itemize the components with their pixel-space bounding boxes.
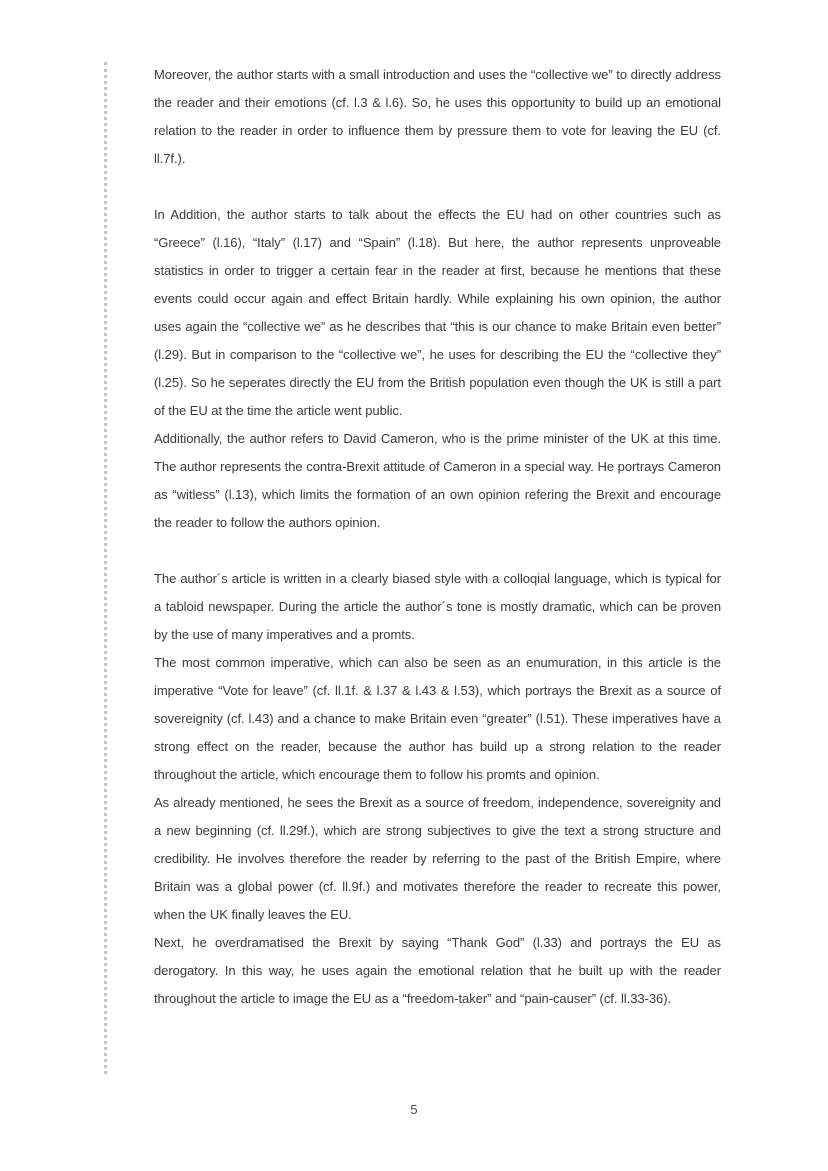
paragraph-effects-eu: In Addition, the author starts to talk about the effects the EU had on other countries such as “Greece” (l.16), “Italy” (l.17) and “Spain” (l.18). But here, the author represents unproveable statistics in order to trigger a certain fear in the reader at first, because he mentions that these events could occur again and effect Britain hardly. While explaining his own opinion, the author uses again the “collective we” as he describes that “this is our chance to make Britain even better” (l.29). But in comparison to the “collective we”, he uses for describing the EU the “collective they” (l.25). So he seperates directly the EU from the British population even though the UK is still a part of the EU at the time the article went public. bbox=[154, 207, 721, 418]
margin-dotted-line bbox=[104, 62, 107, 1074]
paragraph-imperatives: The most common imperative, which can also be seen as an enumuration, in this article is the imperative “Vote for leave” (cf. ll.1f. & l.37 & l.43 & l.53), which portrays the Brexit as a source of sovereignity (cf. l.43) and a chance to make Britain even “greater” (l.51). These imperatives have a strong effect on the reader, because the author has build up a strong relation to the reader throughout the article, which encourage them to follow his promts and opinion. bbox=[154, 655, 721, 782]
paragraph-overdramatised: Next, he overdramatised the Brexit by saying “Thank God” (l.33) and portrays the EU as derogatory. In this way, he uses again the emotional relation that he built up with the reader throughout the article to image the EU as a “freedom-taker” and “pain-causer” (cf. ll.33-36). bbox=[154, 935, 721, 1006]
paragraph-spacer bbox=[154, 537, 721, 565]
page-number: 5 bbox=[410, 1102, 418, 1117]
document-body bbox=[154, 61, 721, 1013]
paragraph-freedom-sovereignity: As already mentioned, he sees the Brexit as a source of freedom, independence, sovereignity and a new beginning (cf. ll.29f.), which are strong subjectives to give the text a strong structure and credibility. He involves therefore the reader by referring to the past of the British Empire, where Britain was a global power (cf. ll.9f.) and motivates therefore the reader to recreate this power, when the UK finally leaves the EU. bbox=[154, 795, 721, 922]
paragraph-david-cameron: Additionally, the author refers to David Cameron, who is the prime minister of the UK at this time. The author represents the contra-Brexit attitude of Cameron in a special way. He portrays Cameron as “witless” (l.13), which limits the formation of an own opinion refering the Brexit and encourage the reader to follow the authors opinion. bbox=[154, 431, 721, 530]
paragraph-collective-we: Moreover, the author starts with a small introduction and uses the “collective we” to directly address the reader and their emotions (cf. l.3 & l.6). So, he uses this opportunity to build up an emotional relation to the reader in order to influence them by pressure them to vote for leaving the EU (cf. ll.7f.). bbox=[154, 67, 721, 166]
paragraph-style-tone: The author´s article is written in a clearly biased style with a colloqial language, which is typical for a tabloid newspaper. During the article the author´s tone is mostly dramatic, which can be proven by the use of many imperatives and a promts. bbox=[154, 571, 721, 642]
paragraph-spacer bbox=[154, 173, 721, 201]
